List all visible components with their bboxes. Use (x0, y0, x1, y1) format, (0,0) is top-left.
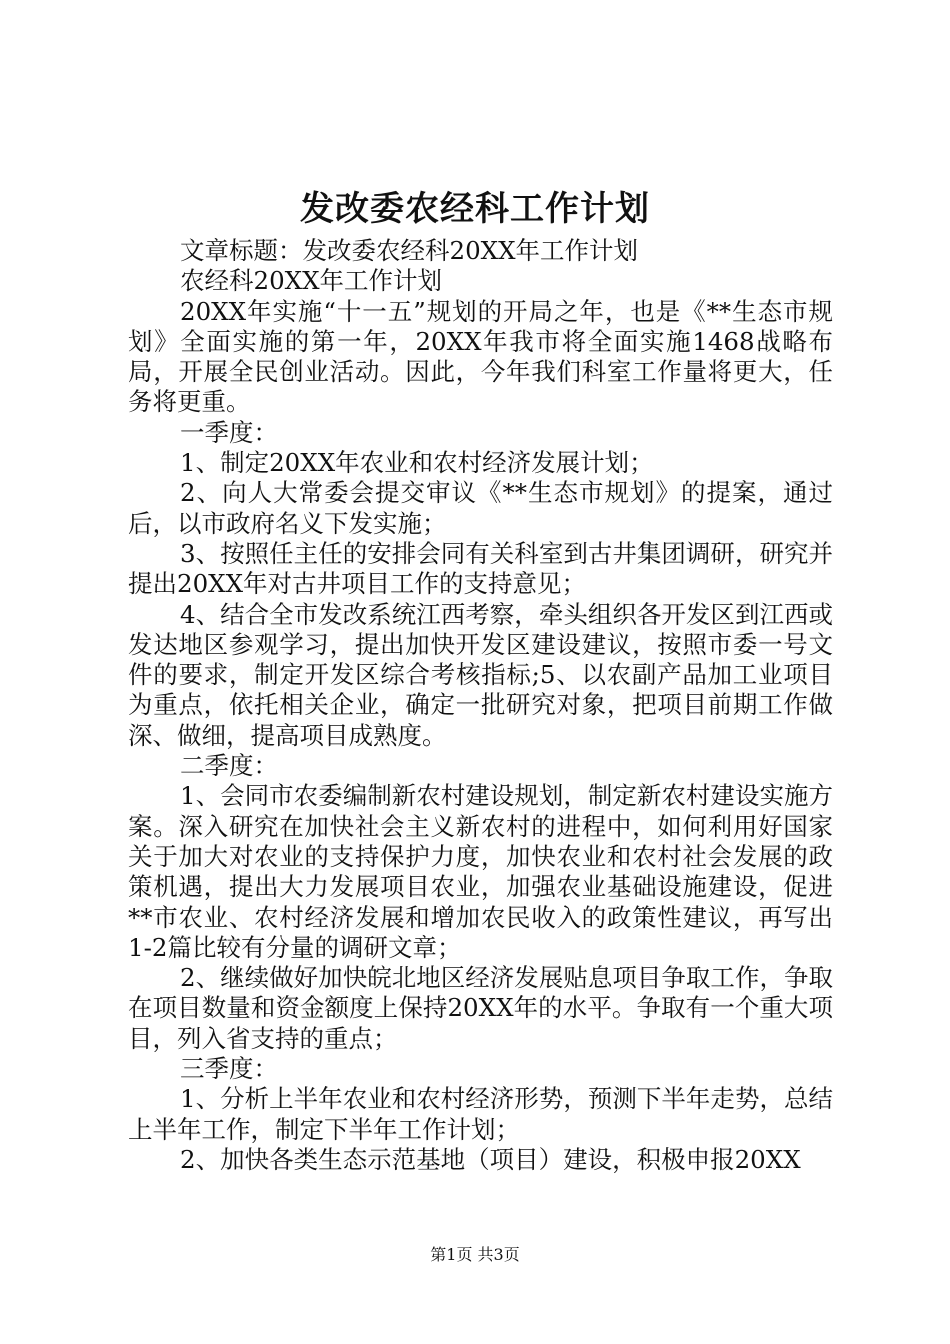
paragraph: 4、结合全市发改系统江西考察，牵头组织各开发区到江西或发达地区参观学习，提出加快开发区建设建议，按照市委一号文件的要求，制定开发区综合考核指标;5、以农副产品加工业项目为重点，依托相关企业，确定一批研究对象，把项目前期工作做深、做细，提高项目成熟度。 (128, 599, 833, 750)
paragraph: 1、分析上半年农业和农村经济形势，预测下半年走势，总结上半年工作，制定下半年工作计划； (128, 1084, 833, 1144)
section-heading: 三季度： (180, 1054, 278, 1084)
paragraph: 文章标题：发改委农经科20XX年工作计划 (180, 236, 639, 265)
section-heading: 二季度： (180, 751, 278, 781)
paragraph: 1、制定20XX年农业和农村经济发展计划； (180, 448, 654, 478)
document-title: 发改委农经科工作计划 (300, 189, 650, 229)
section-heading: 一季度： (180, 417, 278, 447)
page-number-footer: 第1页 共3页 (430, 1245, 520, 1264)
paragraph: 2、向人大常委会提交审议《**生态市规划》的提案，通过后，以市政府名义下发实施； (128, 478, 833, 538)
paragraph: 2、加快各类生态示范基地（项目）建设，积极申报20XX (180, 1144, 801, 1174)
paragraph: 20XX年实施“十一五”规划的开局之年，也是《**生态市规划》全面实施的第一年，20XX年我市将全面实施1468战略布局，开展全民创业活动。因此，今年我们科室工作量将更大，任务将更重。 (128, 296, 833, 417)
paragraph: 1、会同市农委编制新农村建设规划，制定新农村建设实施方案。深入研究在加快社会主义新农村的进程中，如何利用好国家关于加大对农业的支持保护力度，加快农业和农村社会发展的政策机遇，提出大力发展项目农业，加强农业基础设施建设，促进**市农业、农村经济发展和增加农民收入的政策性建议，再写出1-2篇比较有分量的调研文章； (128, 781, 833, 962)
paragraph: 3、按照任主任的安排会同有关科室到古井集团调研，研究并提出20XX年对古井项目工作的支持意见； (128, 538, 833, 599)
paragraph: 2、继续做好加快皖北地区经济发展贴息项目争取工作，争取在项目数量和资金额度上保持20XX年的水平。争取有一个重大项目，列入省支持的重点； (128, 963, 833, 1053)
paragraph: 农经科20XX年工作计划 (180, 266, 443, 296)
document-body (128, 236, 833, 1175)
